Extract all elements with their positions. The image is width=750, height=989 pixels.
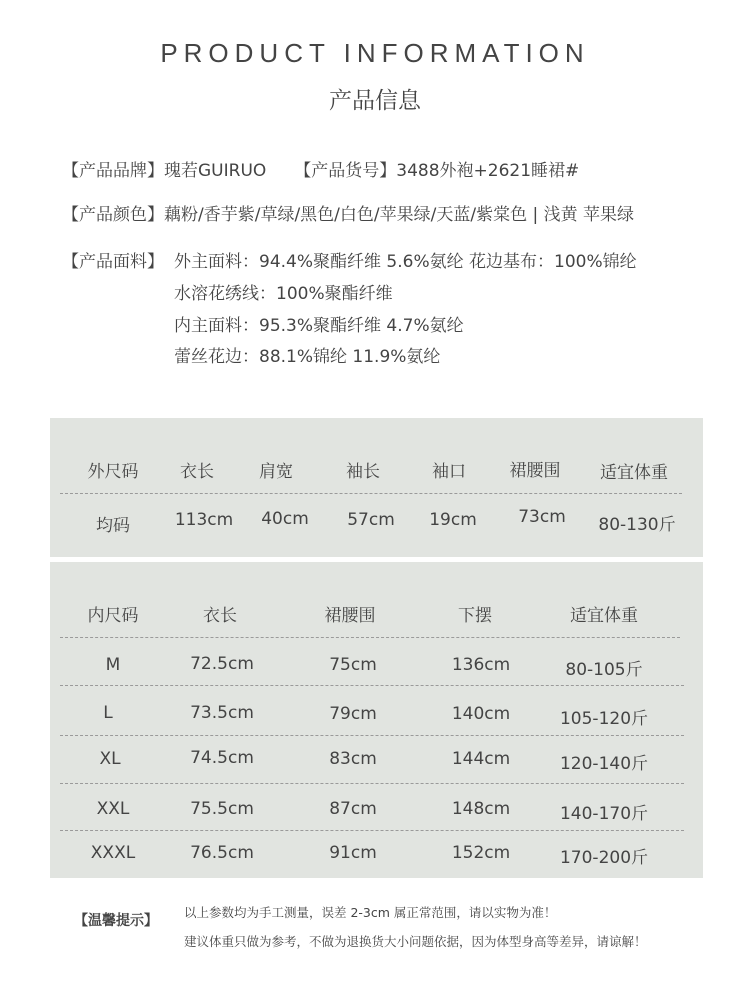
table-cell: XXL — [96, 799, 130, 819]
table-cell: 74.5cm — [190, 748, 254, 768]
tips-label: 【温馨提示】 — [74, 913, 158, 929]
inner-size-table — [50, 562, 703, 878]
row-divider — [60, 830, 684, 831]
brand-value: 瑰若GUIRUO — [164, 161, 267, 181]
table-cell: 140-170斤 — [559, 804, 649, 824]
table-header: 裙腰围 — [509, 461, 561, 481]
fabric-line: 外主面料：94.4%聚酯纤维 5.6%氨纶 花边基布：100%锦纶 — [174, 252, 637, 272]
fabric-label: 【产品面料】 — [62, 252, 164, 272]
table-cell: 19cm — [429, 510, 477, 530]
table-header: 袖口 — [432, 462, 466, 482]
table-header: 衣长 — [180, 462, 214, 482]
brand-row — [62, 156, 579, 181]
table-cell: L — [103, 703, 113, 723]
table-cell: 144cm — [451, 749, 511, 769]
row-divider — [60, 735, 684, 736]
table-cell: 87cm — [329, 799, 377, 819]
outer-size-table — [50, 418, 703, 557]
sku-label: 【产品货号】 — [294, 161, 397, 181]
fabric-line: 蕾丝花边：88.1%锦纶 11.9%氨纶 — [174, 347, 441, 367]
table-cell: 152cm — [451, 843, 511, 863]
page-title-cn: 产品信息 — [329, 88, 421, 114]
page-title-en: PRODUCT INFORMATION — [160, 38, 590, 68]
table-cell: 72.5cm — [190, 654, 254, 674]
table-cell: 均码 — [96, 516, 130, 536]
table-header: 适宜体重 — [570, 606, 638, 626]
row-divider — [60, 493, 682, 494]
table-cell: M — [105, 655, 121, 675]
table-cell: 57cm — [347, 510, 395, 530]
table-cell: 75.5cm — [190, 799, 254, 819]
color-value: 藕粉/香芋紫/草绿/黑色/白色/苹果绿/天蓝/紫棠色 | 浅黄 苹果绿 — [164, 205, 635, 225]
table-cell: 73cm — [518, 507, 566, 527]
table-cell: XL — [99, 749, 121, 769]
table-header: 适宜体重 — [600, 463, 668, 483]
sku-value: 3488外袍+2621睡裙# — [396, 161, 580, 181]
table-cell: 40cm — [261, 509, 309, 529]
color-row — [62, 200, 634, 225]
table-cell: 120-140斤 — [559, 754, 649, 774]
row-divider — [60, 783, 684, 784]
tips-line: 以上参数均为手工测量，误差 2-3cm 属正常范围，请以实物为准！ — [184, 905, 557, 920]
brand-label: 【产品品牌】 — [62, 161, 164, 181]
fabric-line: 水溶花绣线：100%聚酯纤维 — [174, 284, 393, 304]
table-cell: 80-105斤 — [565, 660, 643, 680]
fabric-line: 内主面料：95.3%聚酯纤维 4.7%氨纶 — [174, 316, 464, 336]
table-header: 内尺码 — [87, 606, 139, 626]
color-label: 【产品颜色】 — [62, 205, 164, 225]
table-cell: 105-120斤 — [559, 709, 649, 729]
table-cell: 148cm — [451, 799, 511, 819]
table-header: 下摆 — [458, 606, 492, 626]
table-header: 肩宽 — [259, 462, 293, 482]
row-divider — [60, 637, 680, 638]
tips-line: 建议体重只做为参考，不做为退换货大小问题依据，因为体型身高等差异，请谅解！ — [184, 934, 647, 949]
table-cell: 140cm — [451, 704, 511, 724]
table-cell: 91cm — [329, 843, 377, 863]
table-cell: 113cm — [174, 510, 234, 530]
table-header: 裙腰围 — [324, 606, 376, 626]
table-cell: XXXL — [90, 843, 136, 863]
table-cell: 73.5cm — [190, 703, 254, 723]
row-divider — [60, 685, 684, 686]
table-cell: 170-200斤 — [559, 848, 649, 868]
table-cell: 75cm — [329, 655, 377, 675]
table-cell: 83cm — [329, 749, 377, 769]
table-cell: 136cm — [451, 655, 511, 675]
table-cell: 79cm — [329, 704, 377, 724]
table-cell: 76.5cm — [190, 843, 254, 863]
table-header: 衣长 — [203, 606, 237, 626]
table-cell: 80-130斤 — [598, 515, 676, 535]
table-header: 外尺码 — [87, 462, 139, 482]
table-header: 袖长 — [346, 462, 380, 482]
